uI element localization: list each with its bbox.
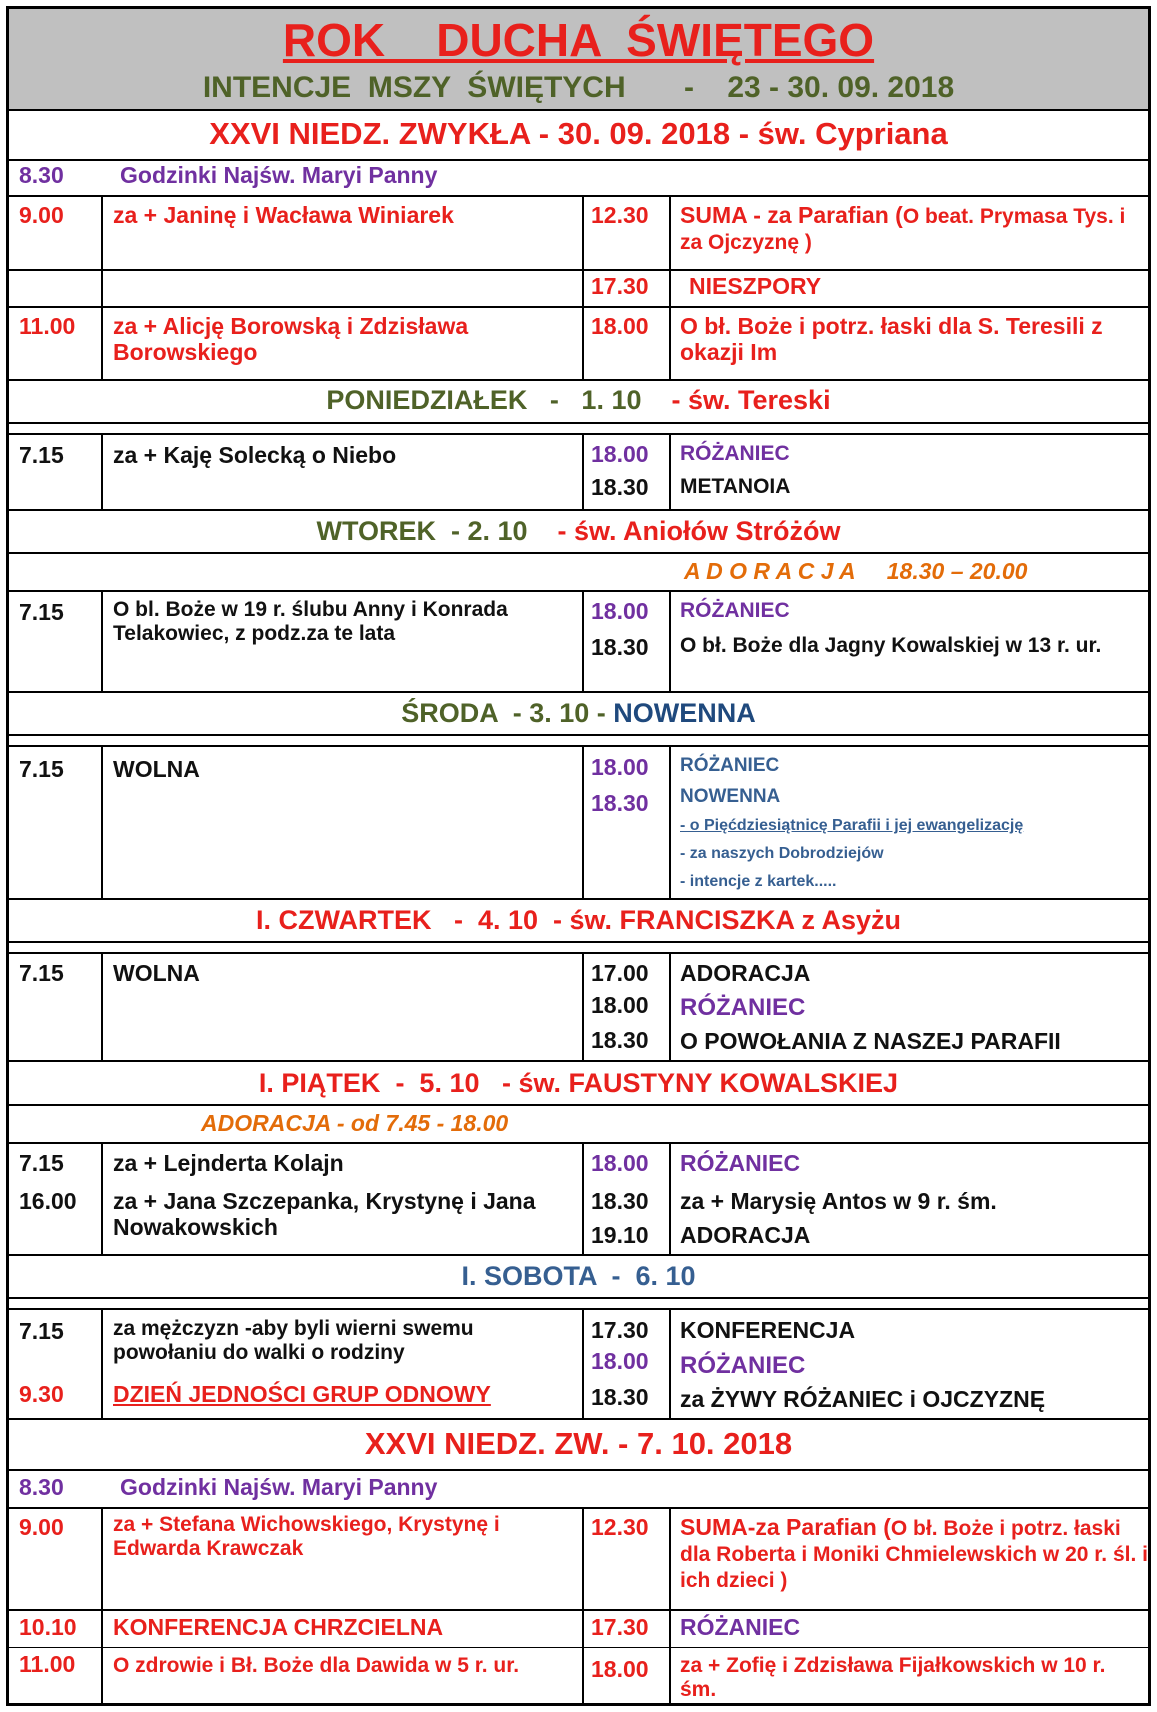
column-divider <box>669 745 671 898</box>
suma-intention <box>680 203 1140 255</box>
divider <box>9 898 1148 900</box>
godzinki-text: Godzinki Najśw. Maryi Panny <box>120 1474 438 1500</box>
mass-intention: O bl. Boże w 19 r. ślubu Anny i Konrada Telakowiec, z podz.za te lata <box>113 598 508 645</box>
heading-nowenna: NOWENNA <box>613 698 756 728</box>
divider <box>9 422 1148 424</box>
mass-time: 11.00 <box>19 313 76 339</box>
mass-intention: O zdrowie i Bł. Boże dla Dawida w 5 r. ur. <box>113 1654 520 1677</box>
divider <box>9 734 1148 736</box>
rozaniec-label: RÓŻANIEC <box>680 755 780 776</box>
rozaniec-time: 18.00 <box>591 1348 649 1374</box>
rozaniec-label: RÓŻANIEC <box>680 1352 806 1379</box>
divider <box>9 552 1148 554</box>
mass-time: 18.30 <box>591 1188 649 1214</box>
suma-detail: O beat. Prymasa Tys. i za Ojczyznę ) <box>680 205 1126 254</box>
column-divider <box>582 952 584 1060</box>
mass-time: 7.15 <box>19 960 64 986</box>
column-divider <box>669 195 671 379</box>
column-divider <box>669 433 671 509</box>
adoracja-banner: A D O R A C J A 18.30 – 20.00 <box>684 558 1028 584</box>
mass-time: 11.00 <box>19 1651 76 1677</box>
mass-intention: za + Kaję Solecką o Niebo <box>113 442 397 468</box>
divider <box>9 509 1148 511</box>
column-divider <box>582 433 584 509</box>
rozaniec-label: RÓŻANIEC <box>680 599 790 622</box>
godzinki-time: 8.30 <box>19 162 64 188</box>
divider <box>9 1507 1148 1509</box>
column-divider <box>101 1308 103 1418</box>
thursday-heading: I. CZWARTEK - 4. 10 - św. FRANCISZKA z Asyżu <box>255 905 902 935</box>
column-divider <box>101 745 103 898</box>
divider <box>9 691 1148 693</box>
rozaniec-time: 18.00 <box>591 441 649 467</box>
adoracja-time: 17.00 <box>591 960 649 986</box>
rozaniec-time: 18.00 <box>591 754 649 780</box>
heading-date: WTOREK - 2. 10 <box>316 516 528 546</box>
rozaniec-label: RÓŻANIEC <box>680 442 790 465</box>
mass-intention: za + Jana Szczepanka, Krystynę i Jana Nowakowskich <box>113 1188 536 1240</box>
mass-time: 10.10 <box>19 1614 77 1640</box>
column-divider <box>101 433 103 509</box>
divider <box>9 159 1148 161</box>
divider <box>9 745 1148 747</box>
divider <box>9 1254 1148 1256</box>
divider <box>9 1647 1148 1648</box>
mass-intention: O POWOŁANIA Z NASZEJ PARAFII <box>680 1028 1061 1054</box>
konferencja-time: 17.30 <box>591 1317 649 1343</box>
divider <box>9 1297 1148 1299</box>
sunday-1-heading: XXVI NIEDZ. ZWYKŁA - 30. 09. 2018 - św. Cypriana <box>209 116 948 151</box>
adoracja-label: ADORACJA <box>680 1222 811 1248</box>
mass-time: 9.00 <box>19 202 64 228</box>
mass-intention: WOLNA <box>113 960 200 986</box>
rozaniec-time: 18.00 <box>591 598 649 624</box>
mass-time: 12.30 <box>591 1514 649 1540</box>
mass-intention: za + Janinę i Wacława Winiarek <box>113 202 454 228</box>
column-divider <box>582 745 584 898</box>
column-divider <box>101 952 103 1060</box>
column-divider <box>101 195 103 379</box>
mass-intention: METANOIA <box>680 475 791 498</box>
suma-detail: O bł. Boże i potrz. łaski dla Roberta i Moniki Chmielewskich w 20 r. śl. i ich dzieci ) <box>680 1517 1148 1592</box>
column-divider <box>582 195 584 379</box>
column-divider <box>669 590 671 691</box>
column-divider <box>582 1507 584 1703</box>
divider <box>9 379 1148 381</box>
rozaniec-label: RÓŻANIEC <box>680 1150 801 1176</box>
mass-intention: za + Alicję Borowską i Zdzisława Borowskiego <box>113 313 469 365</box>
mass-time: 18.30 <box>591 634 649 660</box>
mass-intention: WOLNA <box>113 756 200 782</box>
suma-intention <box>680 1515 1150 1592</box>
mass-time: 7.15 <box>19 1150 64 1176</box>
mass-time: 12.30 <box>591 202 649 228</box>
sunday-2-heading: XXVI NIEDZ. ZW. - 7. 10. 2018 <box>364 1426 793 1461</box>
nowenna-item: - za naszych Dobrodziejów <box>680 845 884 862</box>
divider <box>9 433 1148 435</box>
divider <box>9 109 1148 111</box>
monday-heading <box>9 385 1148 415</box>
column-divider <box>669 1308 671 1418</box>
divider <box>9 952 1148 954</box>
divider <box>9 1308 1148 1310</box>
rozaniec-label: RÓŻANIEC <box>680 994 806 1021</box>
page-title: ROK DUCHA ŚWIĘTEGO <box>282 14 875 66</box>
divider <box>9 1609 1148 1611</box>
adoracja-label: ADORACJA <box>680 960 811 986</box>
divider <box>9 1142 1148 1144</box>
adoracja-time: 19.10 <box>591 1222 649 1248</box>
mass-time: 16.00 <box>19 1188 77 1214</box>
divider <box>9 306 1148 308</box>
mass-intention: za + Marysię Antos w 9 r. śm. <box>680 1188 997 1214</box>
column-divider <box>582 1308 584 1418</box>
konferencja-label: KONFERENCJA <box>680 1317 856 1343</box>
schedule-sheet <box>6 6 1151 1706</box>
mass-intention: za + Zofię i Zdzisława Fijałkowskich w 10 r. śm. <box>680 1654 1106 1701</box>
divider <box>9 195 1148 197</box>
column-divider <box>101 1142 103 1254</box>
column-divider <box>669 1142 671 1254</box>
nowenna-item: - intencje z kartek..... <box>680 873 837 890</box>
divider <box>9 269 1148 271</box>
saturday-heading: I. SOBOTA - 6. 10 <box>461 1261 696 1291</box>
page-subtitle: INTENCJE MSZY ŚWIĘTYCH - 23 - 30. 09. 2018 <box>202 71 955 104</box>
tuesday-heading <box>9 516 1148 546</box>
heading-saint: - św. Aniołów Stróżów <box>557 516 841 546</box>
divider <box>9 590 1148 592</box>
rozaniec-time: 18.00 <box>591 1150 649 1176</box>
suma-label: SUMA - za Parafian ( <box>680 202 903 228</box>
suma-label: SUMA-za Parafian ( <box>680 1514 891 1540</box>
wednesday-heading <box>9 698 1148 728</box>
friday-heading: I. PIĄTEK - 5. 10 - św. FAUSTYNY KOWALSKIEJ <box>258 1068 899 1098</box>
divider <box>9 941 1148 943</box>
nowenna-time: 18.30 <box>591 790 649 816</box>
rozaniec-label: RÓŻANIEC <box>680 1614 801 1640</box>
heading-saint: - św. Tereski <box>671 385 831 415</box>
column-divider <box>582 1142 584 1254</box>
mass-intention: za ŻYWY RÓŻANIEC i OJCZYZNĘ <box>680 1386 1046 1412</box>
nowenna-label: NOWENNA <box>680 786 781 807</box>
event-time: 9.30 <box>19 1381 64 1407</box>
mass-time: 17.30 <box>591 273 649 299</box>
mass-time: 7.15 <box>19 756 64 782</box>
godzinki-text: Godzinki Najśw. Maryi Panny <box>120 162 438 188</box>
mass-time: 7.15 <box>19 442 64 468</box>
konferencja-label: KONFERENCJA CHRZCIELNA <box>113 1614 444 1640</box>
mass-intention: za + Lejnderta Kolajn <box>113 1150 344 1176</box>
rozaniec-time: 18.00 <box>591 992 649 1018</box>
mass-time: 18.30 <box>591 1384 649 1410</box>
divider <box>9 1060 1148 1062</box>
mass-intention: O bł. Boże i potrz. łaski dla S. Teresili z okazji Im <box>680 313 1103 365</box>
mass-intention: O bł. Boże dla Jagny Kowalskiej w 13 r. ur. <box>680 634 1102 657</box>
mass-time: 7.15 <box>19 599 64 625</box>
heading-date: PONIEDZIAŁEK - 1. 10 <box>326 385 642 415</box>
mass-time: 18.00 <box>591 313 649 339</box>
divider <box>9 1418 1148 1420</box>
mass-time: 18.30 <box>591 1027 649 1053</box>
column-divider <box>582 590 584 691</box>
godzinki-time: 8.30 <box>19 1474 64 1500</box>
divider <box>9 1469 1148 1471</box>
mass-intention: za mężczyzn -aby byli wierni swemu powołaniu do walki o rodziny <box>113 1317 474 1364</box>
event-title: DZIEŃ JEDNOŚCI GRUP ODNOWY <box>113 1381 491 1407</box>
mass-time: 9.00 <box>19 1514 64 1540</box>
adoracja-banner: ADORACJA - od 7.45 - 18.00 <box>201 1110 509 1136</box>
nieszpory-label: NIESZPORY <box>689 273 822 299</box>
column-divider <box>101 590 103 691</box>
mass-intention: za + Stefana Wichowskiego, Krystynę i Edwarda Krawczak <box>113 1513 500 1560</box>
heading-date: ŚRODA - 3. 10 - <box>401 698 606 728</box>
column-divider <box>101 1507 103 1703</box>
mass-time: 18.00 <box>591 1656 649 1682</box>
mass-time: 18.30 <box>591 474 649 500</box>
mass-time: 7.15 <box>19 1318 64 1344</box>
nowenna-item: - o Pięćdziesiątnicę Parafii i jej ewangelizację <box>680 817 1024 834</box>
divider <box>9 1104 1148 1106</box>
rozaniec-time: 17.30 <box>591 1614 649 1640</box>
column-divider <box>669 952 671 1060</box>
column-divider <box>669 1507 671 1703</box>
